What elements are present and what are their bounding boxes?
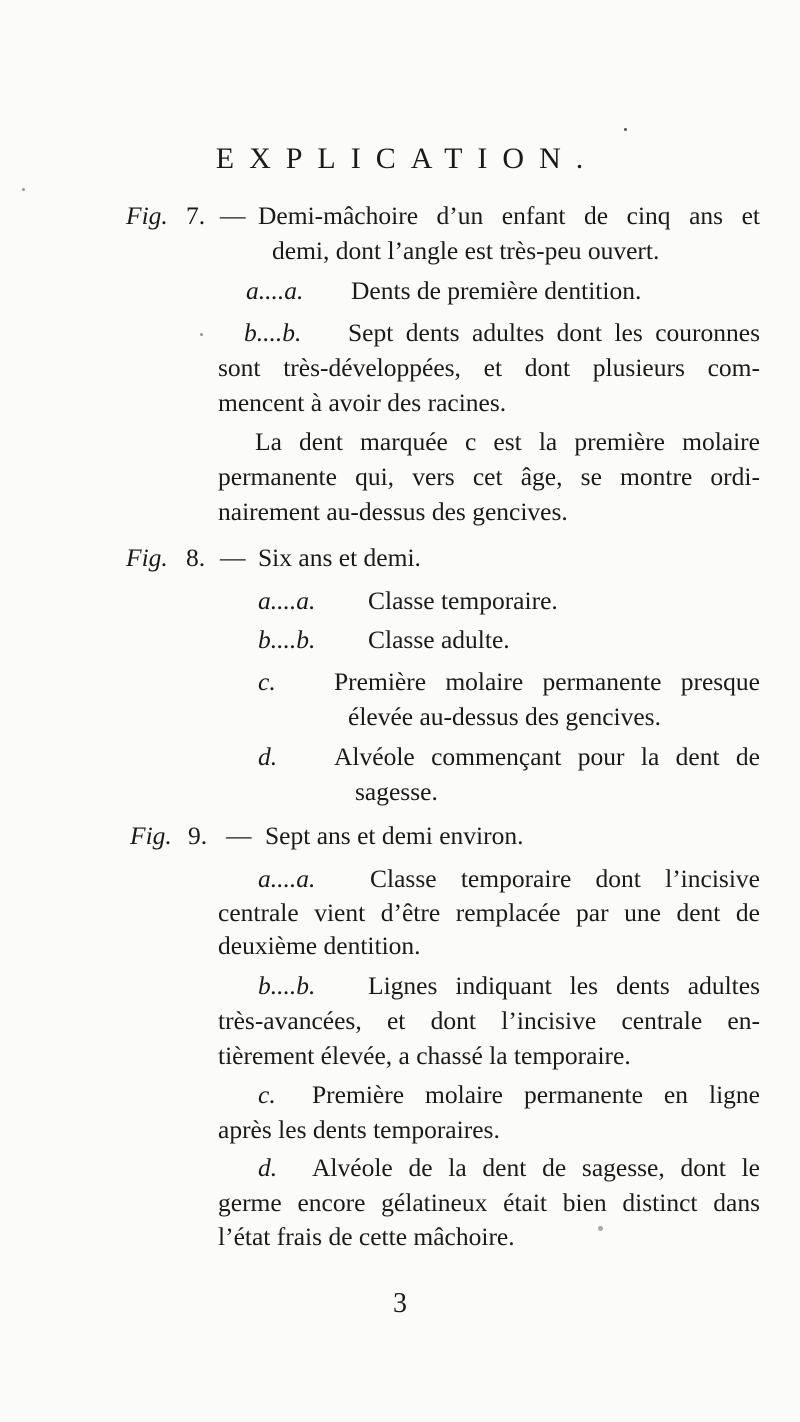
fig8-number: 8. [186,543,206,572]
page-number: 3 [393,1288,407,1319]
fig7-b-line3: mencent à avoir des racines. [218,388,507,417]
fig9-b-label: b....b. [258,971,316,1000]
print-speck [598,1226,603,1231]
fig8-b-label: b....b. [258,625,316,654]
fig8-d-line1: Alvéole commençant pour la dent de [334,742,760,771]
fig8-c-label: c. [258,667,276,696]
fig9-c-line1: Première molaire permanente en ligne [312,1080,760,1109]
fig9-a-line3: deuxième dentition. [218,931,421,960]
fig7-label: Fig. [126,201,168,230]
fig8-d-label: d. [258,742,278,771]
fig8-b-text: Classe adulte. [368,625,510,654]
fig9-dash: — [226,821,252,850]
fig7-paragraph-line2: permanente qui, vers cet âge, se montre ordi- [218,462,760,491]
fig7-dash: — [220,201,246,230]
fig9-a-line1: Classe temporaire dont l’incisive [370,864,760,893]
fig9-number: 9. [188,821,208,850]
page-title: EXPLICATION. [215,142,599,175]
fig8-d-line2: sagesse. [355,777,438,806]
fig9-b-line3: tièrement élevée, a chassé la temporaire. [218,1041,631,1070]
fig9-a-line2: centrale vient d’être remplacée par une dent de [218,898,760,927]
fig8-a-label: a....a. [258,586,316,615]
fig7-b-label: b....b. [244,318,302,347]
fig8-c-line1: Première molaire permanente presque [334,667,760,696]
fig9-d-line3: l’état frais de cette mâchoire. [218,1222,515,1251]
fig8-label: Fig. [126,543,168,572]
fig8-c-line2: élevée au-dessus des gencives. [348,702,661,731]
fig7-caption-line2: demi, dont l’angle est très-peu ouvert. [272,236,660,265]
fig7-paragraph-line3: nairement au-dessus des gencives. [218,497,568,526]
fig8-a-text: Classe temporaire. [368,586,558,615]
fig9-c-label: c. [258,1080,276,1109]
fig7-a-label: a....a. [246,276,304,305]
fig9-d-line2: germe encore gélatineux était bien distinct dans [218,1188,760,1217]
fig8-dash: — [220,543,246,572]
fig7-b-line1: Sept dents adultes dont les couronnes [348,318,760,347]
fig7-a-text: Dents de première dentition. [351,276,642,305]
fig9-a-label: a....a. [258,864,316,893]
print-speck [22,188,25,191]
fig8-caption-line1: Six ans et demi. [258,543,421,572]
fig9-b-line2: très-avancées, et dont l’incisive centrale en- [218,1006,760,1035]
fig9-caption-line1: Sept ans et demi environ. [265,821,524,850]
print-speck [200,333,203,336]
fig9-label: Fig. [130,821,172,850]
fig7-caption-line1: Demi-mâchoire d’un enfant de cinq ans et [258,201,760,230]
print-speck [624,128,627,131]
fig7-paragraph-line1: La dent marquée c est la première molaire [255,427,760,456]
fig7-b-line2: sont très-développées, et dont plusieurs com- [218,353,760,382]
fig9-b-line1: Lignes indiquant les dents adultes [368,971,760,1000]
fig7-number: 7. [186,201,206,230]
fig9-d-label: d. [258,1153,278,1182]
fig9-d-line1: Alvéole de la dent de sagesse, dont le [312,1153,760,1182]
fig9-c-line2: après les dents temporaires. [218,1115,500,1144]
